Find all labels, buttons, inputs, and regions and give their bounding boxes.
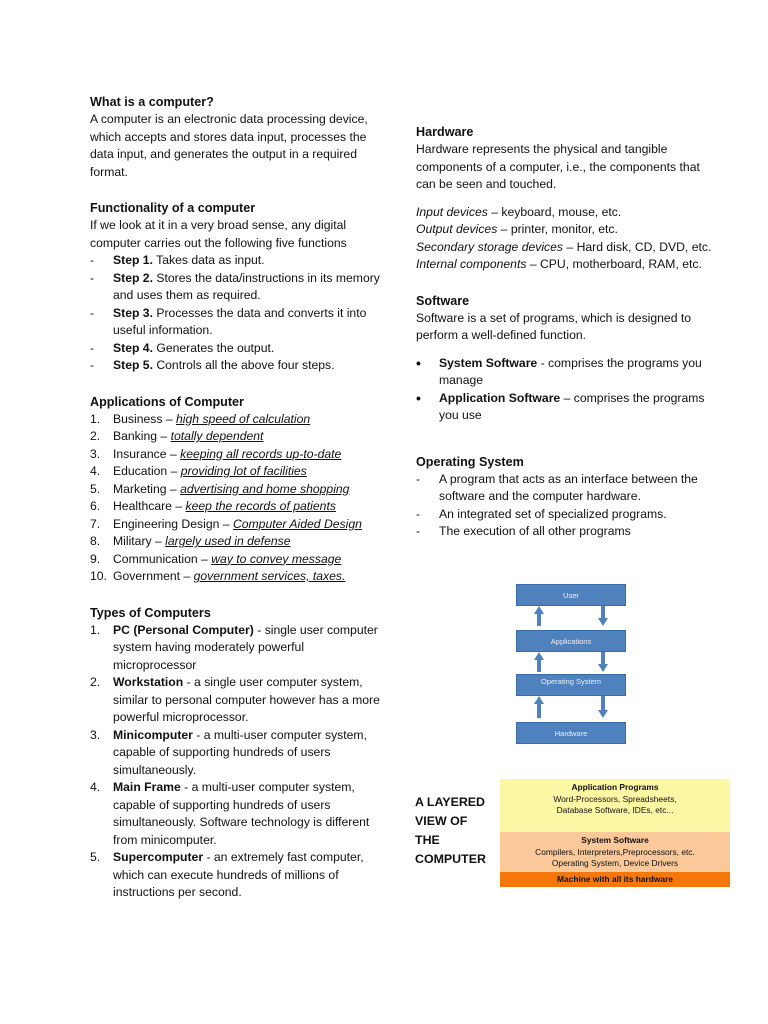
application-item [90, 516, 390, 534]
separator: – [171, 499, 186, 513]
hardware-term: Internal components [416, 257, 527, 271]
computer-heading: What is a computer? [90, 95, 214, 109]
hardware-term: Secondary storage devices [416, 239, 564, 254]
item-number: 5. [90, 481, 101, 496]
list-marker: - [90, 305, 95, 320]
item-number: 8. [90, 534, 101, 548]
list-marker: - [90, 270, 95, 285]
hardware-item [416, 239, 716, 257]
left-column [90, 93, 390, 902]
sys-layer-desc: Compilers, Interpreters,Preprocessors, etc. Operating System, Device Drivers [535, 846, 695, 868]
step-item [90, 357, 390, 375]
software-desc: – comprises the programs you use [439, 390, 705, 422]
hardware-layer: Machine with all its hardware [500, 872, 730, 887]
item-number: 1. [90, 411, 101, 426]
list-marker: - [90, 253, 95, 267]
application-desc: largely used in defense [165, 534, 291, 548]
software-name: Application Software [439, 390, 561, 405]
application-item [90, 533, 390, 551]
sys-layer-title: System Software [581, 835, 649, 845]
app-layer-title: Application Programs [571, 782, 659, 792]
application-item [90, 428, 390, 446]
hardware-item [416, 204, 716, 222]
list-marker: - [90, 340, 95, 355]
layer-hardware: Hardware [516, 722, 626, 744]
separator: – [162, 411, 177, 426]
step-text: Takes data as input. [152, 253, 265, 267]
step-text: Processes the data and converts it into useful information. [113, 305, 367, 337]
type-name: Supercomputer [113, 850, 204, 864]
application-desc: keeping all records up-to-date [180, 446, 342, 461]
step-text: Generates the output. [152, 340, 275, 355]
list-marker: - [416, 524, 421, 538]
computer-definition: A computer is an electronic data processing device, which accepts and stores data input, processes the data input, and generates the output in a required format. [90, 112, 368, 179]
app-layer-desc: Word-Processors, Spreadsheets, Database Software, IDEs, etc... [553, 793, 677, 815]
item-number: 5. [90, 850, 101, 864]
item-number: 10. [90, 569, 107, 583]
type-desc: - a multi-user computer system, capable of supporting hundreds of users simultaneously. Software technology is different from minicomputer. [113, 780, 370, 847]
type-desc: - single user computer system having moderately powerful microprocessor [113, 622, 378, 672]
os-list [416, 471, 716, 541]
type-name: PC (Personal Computer) [113, 622, 254, 637]
application-item [90, 551, 390, 569]
hardware-desc: – printer, monitor, etc. [497, 222, 618, 236]
software-desc: - comprises the programs you manage [439, 355, 702, 387]
application-item [90, 446, 390, 464]
type-desc: - a multi-user computer system, capable of supporting hundreds of users simultaneously. [113, 727, 367, 777]
step-item [90, 252, 390, 270]
hardware-term: Input devices [416, 204, 488, 219]
type-item [90, 727, 390, 780]
item-number: 4. [90, 464, 101, 478]
functionality-heading: Functionality of a computer [90, 201, 256, 215]
application-name: Insurance [113, 446, 167, 461]
hardware-term: Output devices [416, 222, 498, 236]
separator: – [167, 464, 181, 478]
type-item [90, 674, 390, 727]
step-label: Step 5. [113, 358, 153, 372]
application-desc: way to convey message [211, 551, 342, 566]
type-item [90, 622, 390, 675]
os-item [416, 471, 716, 506]
item-number: 3. [90, 727, 101, 742]
applications-heading: Applications of Computer [90, 394, 244, 409]
os-item [416, 523, 716, 541]
os-item-text: A program that acts as an interface between the software and the computer hardware. [439, 471, 698, 503]
item-number: 7. [90, 516, 101, 531]
application-item [90, 463, 390, 481]
hardware-list [416, 204, 716, 274]
separator: – [180, 569, 194, 583]
hardware-item [416, 256, 716, 274]
software-list [416, 355, 716, 425]
step-label: Step 3. [113, 305, 153, 320]
list-marker: - [90, 358, 95, 372]
application-name: Communication [113, 551, 198, 566]
right-column [416, 123, 716, 541]
types-list [90, 622, 390, 902]
software-item [416, 390, 716, 425]
separator: – [219, 516, 233, 531]
hardware-definition: Hardware represents the physical and tangible components of a computer, i.e., the components that can be seen and touched. [416, 142, 700, 191]
step-label: Step 4. [113, 340, 153, 355]
list-marker: - [416, 506, 421, 521]
application-name: Education [113, 464, 168, 478]
separator: – [166, 446, 181, 461]
layer-operating-system: Operating System [516, 674, 626, 696]
step-label: Step 2. [113, 270, 153, 285]
applications-list [90, 411, 390, 586]
type-desc: - an extremely fast computer, which can execute hundreds of millions of instructions per second. [113, 850, 364, 899]
item-number: 2. [90, 675, 101, 689]
type-name: Workstation [113, 675, 184, 689]
layered-view-label: A LAYERED VIEW OF THE COMPUTER [415, 795, 486, 866]
hardware-desc: – CPU, motherboard, RAM, etc. [526, 257, 702, 271]
separator: – [166, 481, 181, 496]
item-number: 4. [90, 780, 101, 794]
os-layer-diagram [516, 584, 626, 746]
steps-list [90, 252, 390, 375]
type-item [90, 849, 390, 902]
separator: – [151, 534, 166, 548]
layered-view-table [500, 779, 730, 887]
type-item [90, 779, 390, 849]
application-desc: totally dependent [170, 429, 264, 443]
application-name: Government [113, 569, 181, 583]
application-name: Banking [113, 429, 158, 443]
functionality-intro: If we look at it in a very broad sense, any digital computer carries out the following five functions [90, 218, 347, 250]
application-name: Marketing [113, 481, 167, 496]
step-item [90, 340, 390, 358]
application-name: Business [113, 411, 163, 426]
separator: – [197, 551, 212, 566]
application-name: Engineering Design [113, 516, 220, 531]
software-item [416, 355, 716, 390]
step-item [90, 305, 390, 340]
step-item [90, 270, 390, 305]
separator: – [157, 429, 171, 443]
os-item-text: An integrated set of specialized programs. [439, 506, 667, 521]
item-number: 9. [90, 551, 101, 566]
layer-applications: Applications [516, 630, 626, 652]
system-software-layer [500, 832, 730, 872]
software-heading: Software [416, 293, 470, 308]
software-definition: Software is a set of programs, which is designed to perform a well-defined function. [416, 310, 692, 342]
types-heading: Types of Computers [90, 605, 211, 620]
hardware-desc: – keyboard, mouse, etc. [487, 204, 622, 219]
step-text: Stores the data/instructions in its memory and uses them as required. [113, 270, 380, 302]
bullet: • [416, 354, 421, 371]
hardware-heading: Hardware [416, 125, 474, 139]
hardware-item [416, 221, 716, 239]
item-number: 1. [90, 622, 101, 637]
application-desc: advertising and home shopping [180, 481, 350, 496]
os-heading: Operating System [416, 454, 524, 469]
item-number: 6. [90, 499, 101, 513]
application-desc: keep the records of patients [185, 499, 336, 513]
application-desc: high speed of calculation [176, 411, 311, 426]
hardware-desc: – Hard disk, CD, DVD, etc. [563, 239, 712, 254]
application-programs-layer [500, 779, 730, 832]
software-name: System Software [439, 355, 538, 370]
application-item [90, 568, 390, 586]
application-desc: government services, taxes. [193, 569, 346, 583]
application-item [90, 411, 390, 429]
step-label: Step 1. [113, 253, 153, 267]
step-text: Controls all the above four steps. [152, 358, 335, 372]
list-marker: - [416, 471, 421, 486]
item-number: 3. [90, 446, 101, 461]
application-item [90, 498, 390, 516]
application-desc: Computer Aided Design [232, 516, 362, 531]
type-desc: - a single user computer system, similar to personal computer however has a more powerful microprocessor. [113, 675, 380, 724]
application-name: Healthcare [113, 499, 172, 513]
type-name: Main Frame [113, 780, 181, 794]
layer-user: User [516, 584, 626, 606]
application-desc: providing lot of facilities [180, 464, 307, 478]
os-item [416, 506, 716, 524]
item-number: 2. [90, 429, 101, 443]
os-item-text: The execution of all other programs [439, 524, 631, 538]
type-name: Minicomputer [113, 727, 193, 742]
bullet: • [416, 389, 421, 406]
application-name: Military [113, 534, 152, 548]
application-item [90, 481, 390, 499]
